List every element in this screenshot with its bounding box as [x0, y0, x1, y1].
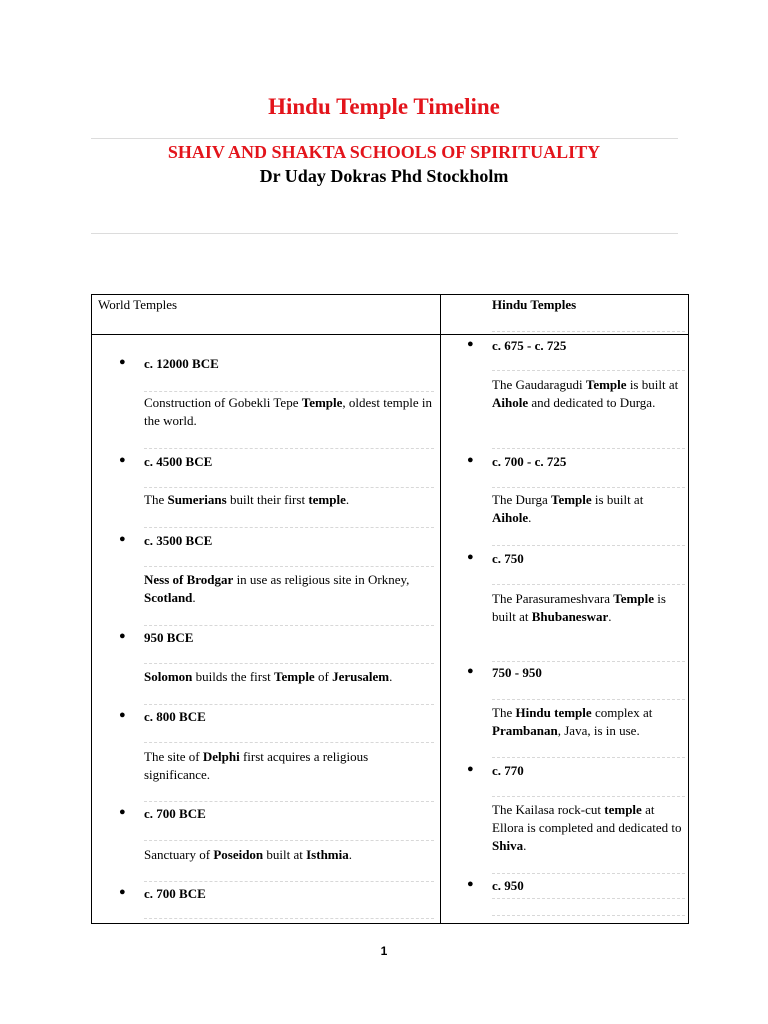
- dashed-separator: [144, 742, 434, 743]
- dashed-separator: [144, 487, 434, 488]
- dashed-separator: [144, 566, 434, 567]
- document-title: Hindu Temple Timeline: [268, 94, 500, 119]
- bullet-icon: ●: [119, 630, 126, 642]
- world-entry-date: [119, 630, 194, 646]
- dashed-separator: [492, 796, 685, 797]
- timeline-table: [91, 294, 689, 924]
- bullet-icon: ●: [467, 665, 474, 677]
- world-entry-date: [119, 806, 206, 822]
- bullet-icon: ●: [119, 533, 126, 545]
- world-entry-date: [119, 886, 206, 902]
- world-entry-date: [119, 709, 206, 725]
- bullet-icon: ●: [119, 454, 126, 466]
- hindu-entry-date: [467, 454, 567, 470]
- dashed-separator: [144, 881, 434, 882]
- dashed-separator: [492, 370, 685, 371]
- dashed-separator: [492, 584, 685, 585]
- dashed-separator: [144, 663, 434, 664]
- dashed-separator: [492, 487, 685, 488]
- hindu-entry-date: [467, 665, 542, 681]
- world-entry-description: Sanctuary of Poseidon built at Isthmia.: [144, 847, 352, 862]
- hindu-entry-description: The Hindu temple complex at Prambanan, Java, is in use.: [492, 705, 653, 738]
- world-date-3: 950 BCE: [144, 630, 194, 645]
- hindu-entry-date: [467, 338, 567, 354]
- dashed-separator: [144, 527, 434, 528]
- dashed-separator: [492, 898, 685, 899]
- bullet-icon: ●: [119, 886, 126, 898]
- world-entry-description: The site of Delphi first acquires a religious significance.: [144, 749, 369, 782]
- document-subtitle: SHAIV AND SHAKTA SCHOOLS OF SPIRITUALITY: [167, 142, 601, 162]
- dashed-separator: [144, 840, 434, 841]
- header-world-temples: World Temples: [98, 297, 178, 312]
- hindu-date-4: c. 770: [492, 763, 524, 778]
- bullet-icon: ●: [467, 763, 474, 775]
- world-entry-description: The Sumerians built their first temple.: [144, 492, 350, 507]
- hindu-entry-date: [467, 763, 524, 779]
- world-date-2: c. 3500 BCE: [144, 533, 213, 548]
- world-date-6: c. 700 BCE: [144, 886, 206, 901]
- world-entry-date: [119, 454, 213, 470]
- world-entry-description: Construction of Gobekli Tepe Temple, oldest temple in the world.: [144, 395, 432, 428]
- page-number: 1: [380, 944, 388, 958]
- hindu-entry-description: The Durga Temple is built at Aihole.: [492, 492, 644, 525]
- hindu-date-2: c. 750: [492, 551, 524, 566]
- hindu-entry-date: [467, 878, 524, 894]
- header-rule: [91, 233, 678, 234]
- dashed-separator: [492, 331, 685, 332]
- world-entry-description: Ness of Brodgar in use as religious site in Orkney, Scotland.: [144, 572, 410, 605]
- world-date-5: c. 700 BCE: [144, 806, 206, 821]
- hindu-entry-description: The Kailasa rock-cut temple at Ellora is completed and dedicated to Shiva.: [492, 802, 682, 853]
- header-hindu-temples: Hindu Temples: [492, 297, 577, 312]
- dashed-separator: [492, 873, 685, 874]
- dashed-separator: [492, 661, 685, 662]
- bullet-icon: ●: [467, 551, 474, 563]
- hindu-date-3: 750 - 950: [492, 665, 542, 680]
- dashed-separator: [492, 448, 685, 449]
- bullet-icon: ●: [119, 356, 126, 368]
- hindu-date-5: c. 950: [492, 878, 524, 893]
- title-rule: [91, 138, 678, 139]
- dashed-separator: [492, 757, 685, 758]
- hindu-entry-description: The Gaudaragudi Temple is built at Aihole and dedicated to Durga.: [492, 377, 679, 410]
- bullet-icon: ●: [119, 806, 126, 818]
- world-date-0: c. 12000 BCE: [144, 356, 219, 371]
- world-entry-description: Solomon builds the first Temple of Jerusalem.: [144, 669, 393, 684]
- dashed-separator: [144, 448, 434, 449]
- dashed-separator: [492, 545, 685, 546]
- column-divider: [440, 295, 441, 923]
- world-entry-date: [119, 356, 219, 372]
- dashed-separator: [144, 625, 434, 626]
- dashed-separator: [144, 704, 434, 705]
- world-entry-date: [119, 533, 213, 549]
- hindu-entry-date: [467, 551, 524, 567]
- dashed-separator: [492, 699, 685, 700]
- bullet-icon: ●: [467, 338, 474, 350]
- document-author: Dr Uday Dokras Phd Stockholm: [259, 166, 509, 186]
- dashed-separator: [144, 391, 434, 392]
- bullet-icon: ●: [119, 709, 126, 721]
- bullet-icon: ●: [467, 454, 474, 466]
- bullet-icon: ●: [467, 878, 474, 890]
- hindu-date-1: c. 700 - c. 725: [492, 454, 567, 469]
- dashed-separator: [144, 918, 434, 919]
- header-row-divider: [92, 334, 688, 335]
- hindu-date-0: c. 675 - c. 725: [492, 338, 567, 353]
- world-date-1: c. 4500 BCE: [144, 454, 213, 469]
- dashed-separator: [492, 915, 685, 916]
- world-date-4: c. 800 BCE: [144, 709, 206, 724]
- hindu-entry-description: The Parasurameshvara Temple is built at Bhubaneswar.: [492, 591, 666, 624]
- dashed-separator: [144, 801, 434, 802]
